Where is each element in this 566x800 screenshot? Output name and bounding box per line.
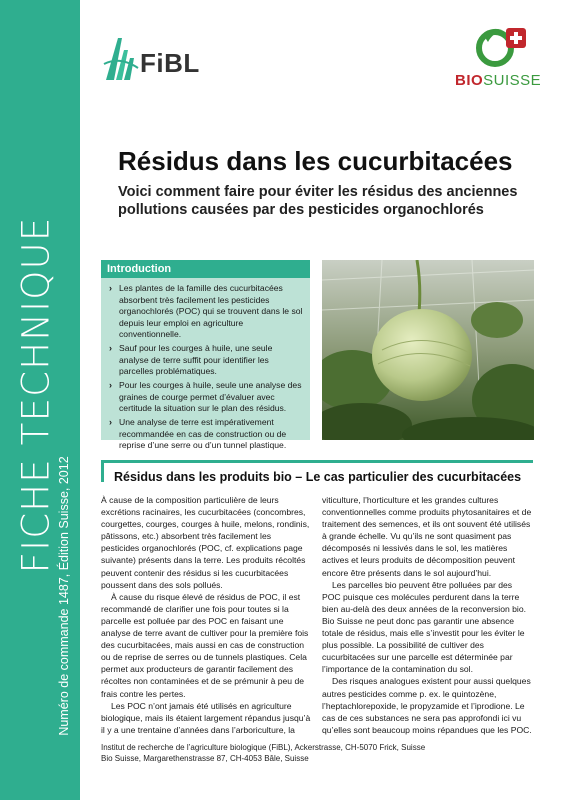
bio-suisse-wordmark xyxy=(455,72,541,89)
list-item-text: Sauf pour les courges à huile, une seule analyse de terre suffit pour identifier les parcelles problématiques. xyxy=(119,343,273,377)
body-column-left xyxy=(101,494,311,736)
chevron-right-icon: › xyxy=(109,283,112,293)
body-paragraph: Des risques analogues existent pour aussi quelques autres pesticides comme p. ex. le quintozène, l’heptachlorepoxide, le propyzamide et l’iprodione. Le cas de ces substances ne sera pas approfondi ici vu qu’elles sont beaucoup moins répandues que les POC. xyxy=(322,676,532,735)
list-item-text: Les plantes de la famille des cucurbitacées absorbent très facilement les pesticides organochlorés (POC) qui se trouvent dans le sol depuis leur emploi en agriculture conventionnelle. xyxy=(119,283,303,340)
melon-photo xyxy=(322,260,534,440)
melon-illustration xyxy=(322,260,534,440)
body-paragraph: À cause de la composition particulière de leurs excrétions racinaires, les cucurbitacées (concombres, courgettes, courges, courges à huile, melons, rondinis, pâtissons, etc.) absorbent très facilement les pesticides organochlorés (POC, cf. explications page suivante) présents dans la terre. Les produits récoltés peuvent contenir des résidus si les cucurbitacées poussent dans des sols pollués. xyxy=(101,495,310,590)
list-item-text: Pour les courges à huile, seule une analyse des graines de courge permet d’évaluer avec certitude la situation sur le plan des résidus. xyxy=(119,380,302,414)
chevron-right-icon: › xyxy=(109,380,112,391)
footer-line: Bio Suisse, Margarethenstrasse 87, CH-4053 Bâle, Suisse xyxy=(101,754,309,763)
footer-address xyxy=(101,742,425,764)
body-paragraph: viticulture, l’horticulture et les grandes cultures conventionnelles comme produits phytosanitaires et de traitement des semences, et ils ont souvent été utilisés à grande échelle. Vu qu’ils ne sont quasiment pas décomposés ni lessivés dans le sol, les matières actives et leurs produits de décomposition peuvent encore être présents dans le sol aujourd’hui. xyxy=(322,495,532,578)
suisse-wordmark-part: SUISSE xyxy=(483,72,542,89)
footer-line: Institut de recherche de l’agriculture biologique (FiBL), Ackerstrasse, CH-5070 Frick, Suisse xyxy=(101,743,426,752)
list-item xyxy=(109,283,304,341)
body-column-right xyxy=(322,494,532,736)
body-paragraph: À cause du risque élevé de résidus de POC, il est recommandé de clarifier une fois pour toutes si la parcelle est polluée par des POC en faisant une analyse de terre avant de cultiver pour la première fois des cucurbitacées, mais aussi en cas de construction ou de reprise de serres ou de tunnels plastiques. Cela permet aux producteurs de garantir facilement des récoltes non contaminées et de se prémunir à peu de frais contre les pertes. xyxy=(101,591,309,699)
chevron-right-icon: › xyxy=(109,417,112,428)
list-item-text: Une analyse de terre est impérativement recommandée en cas de construction ou de reprise d’une serre ou d’un tunnel plastique. xyxy=(119,417,287,451)
chevron-right-icon: › xyxy=(109,343,112,354)
introduction-heading: Introduction xyxy=(101,260,310,278)
section-title: Résidus dans les produits bio – Le cas particulier des cucurbitacées xyxy=(114,470,522,484)
list-item xyxy=(109,417,304,452)
body-paragraph: Les parcelles bio peuvent être polluées par des POC puisque ces molécules perdurent dans la terre bien au-delà des deux années de la reconversion bio. Bio Suisse ne peut donc pas garantir une absence totale de résidus, mais elle s’investit pour les éviter le plus possible. La possibilité de cultiver des cucurbitacées sur une parcelle est déterminée par l’importance de la contamination du sol. xyxy=(322,579,527,675)
page-title: Résidus dans les cucurbitacées xyxy=(118,146,513,176)
section-divider-left xyxy=(101,460,104,482)
section-divider xyxy=(101,460,533,463)
introduction-list xyxy=(101,278,310,452)
document-type-label: FICHE TECHNIQUE xyxy=(14,216,58,574)
fibl-wordmark: FiBL xyxy=(140,48,200,78)
order-number-label: Numéro de commande 1487, Édition Suisse, 2012 xyxy=(57,456,71,736)
introduction-box xyxy=(101,260,310,451)
sidebar-band xyxy=(0,0,80,800)
body-paragraph: Les POC n’ont jamais été utilisés en agriculture biologique, mais ils étaient largement répandus jusqu’à il y a une trentaine d’années dans l’arboriculture, la xyxy=(101,700,311,735)
bio-wordmark-part: BIO xyxy=(455,72,484,89)
list-item xyxy=(109,343,304,378)
list-item xyxy=(109,380,304,415)
page-subtitle: Voici comment faire pour éviter les résidus des anciennes pollutions causées par des pesticides organochlorés xyxy=(118,184,518,218)
